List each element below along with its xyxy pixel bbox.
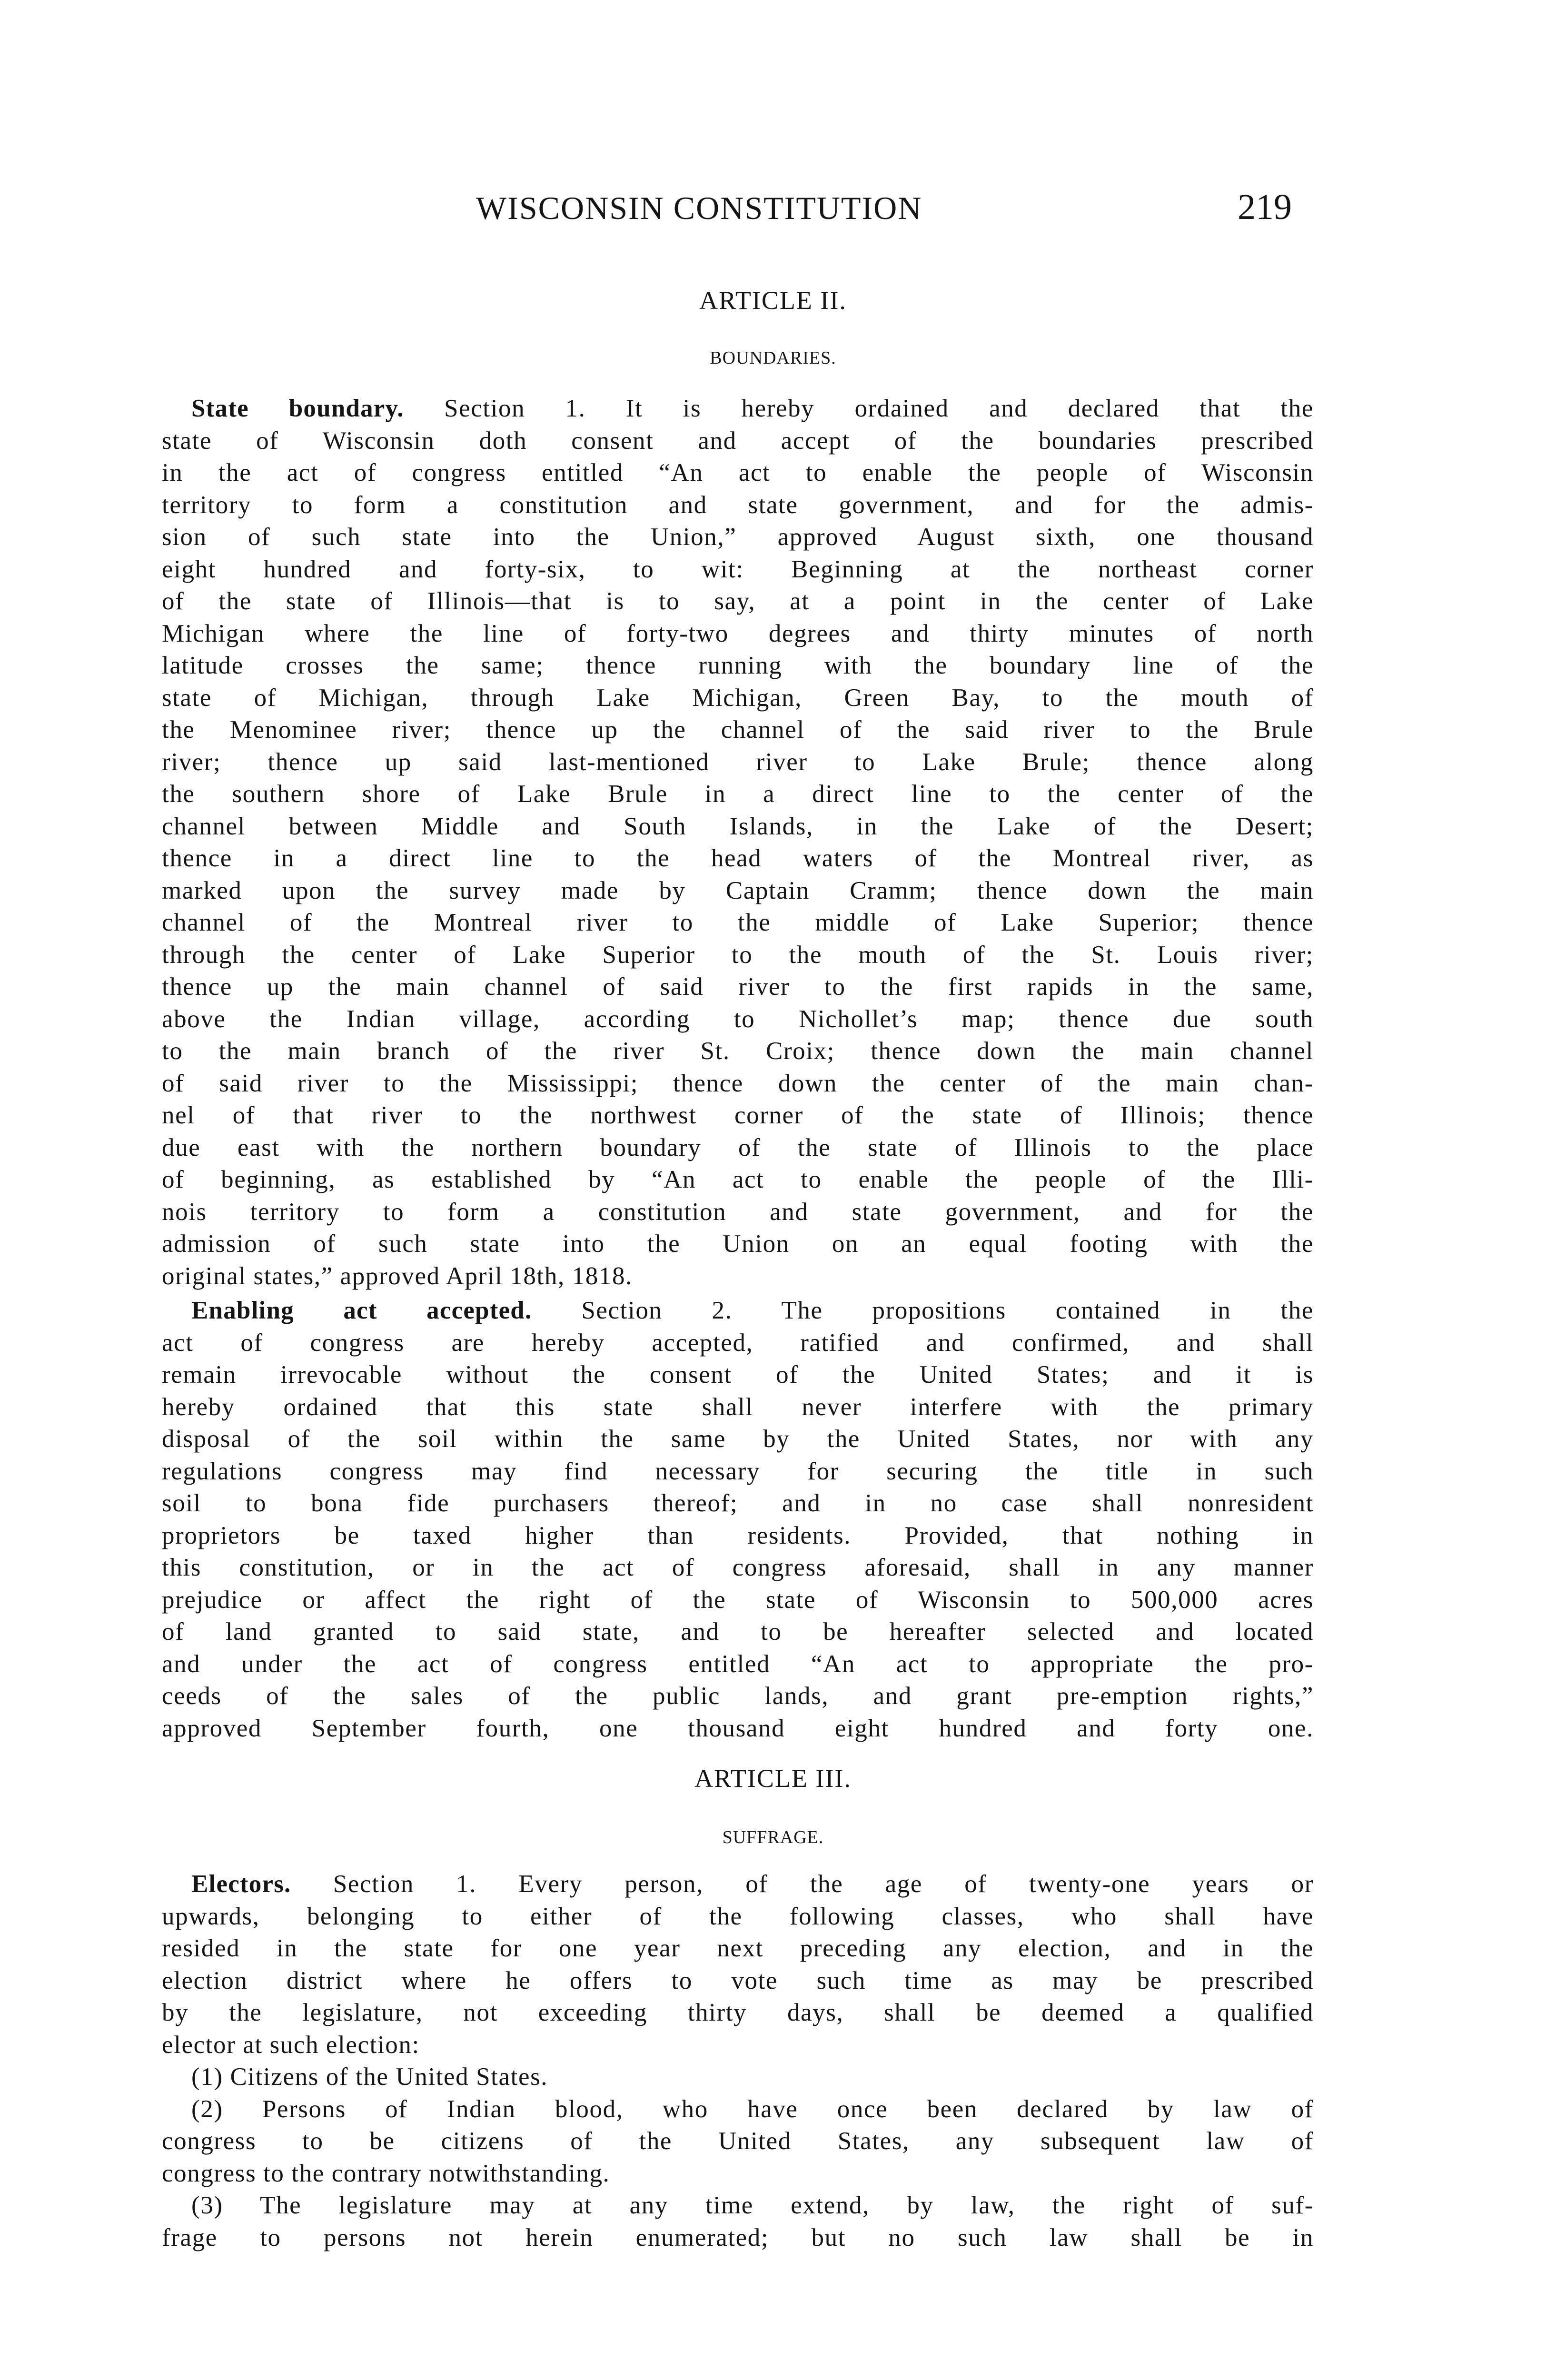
paragraph-line: channel of the Montreal river to the middle of Lake Superior; thence [162,909,1314,936]
paragraph-line: to the main branch of the river St. Croix; thence down the main channel [162,1037,1314,1065]
paragraph-line: approved September fourth, one thousand eight hundred and forty one. [162,1714,1314,1742]
paragraph-line: this constitution, or in the act of congress aforesaid, shall in any manner [162,1554,1314,1581]
paragraph-line: of land granted to said state, and to be hereafter selected and located [162,1618,1314,1646]
list-item: (1) Citizens of the United States. [191,2063,548,2091]
paragraph-line: eight hundred and forty-six, to wit: Beginning at the northeast corner [162,555,1314,583]
article-heading: ARTICLE II. [699,286,847,315]
paragraph-line: river; thence up said last-mentioned river to Lake Brule; thence along [162,748,1314,776]
paragraph-line: act of congress are hereby accepted, ratified and confirmed, and shall [162,1329,1314,1357]
list-item-line: congress to be citizens of the United States, any subsequent law of [162,2127,1314,2155]
paragraph-line: by the legislature, not exceeding thirty days, shall be deemed a qualified [162,1999,1314,2026]
paragraph-line: thence up the main channel of said river to the first rapids in the same, [162,973,1314,1001]
running-header-title: WISCONSIN CONSTITUTION [476,190,922,226]
paragraph-line: nois territory to form a constitution and state government, and for the [162,1198,1314,1226]
paragraph-line: upwards, belonging to either of the following classes, who shall have [162,1902,1314,1930]
paragraph-line: State boundary. Section 1. It is hereby ordained and declared that the [191,395,1314,422]
paragraph-line: through the center of Lake Superior to the mouth of the St. Louis river; [162,941,1314,969]
paragraph-line: the Menominee river; thence up the channel of the said river to the Brule [162,716,1314,744]
section-state-boundary [162,393,1314,1292]
paragraph-line: state of Michigan, through Lake Michigan, Green Bay, to the mouth of [162,684,1314,712]
paragraph-line: Electors. Section 1. Every person, of the age of twenty-one years or [191,1870,1314,1898]
article-subheading: SUFFRAGE. [722,1827,824,1847]
list-item: (3) The legislature may at any time extend, by law, the right of suf- [191,2192,1314,2219]
paragraph-line: above the Indian village, according to Nichollet’s map; thence due south [162,1005,1314,1033]
paragraph-line: admission of such state into the Union on an equal footing with the [162,1230,1314,1258]
paragraph-line: sion of such state into the Union,” approved August sixth, one thousand [162,523,1314,551]
paragraph-line: territory to form a constitution and state government, and for the admis- [162,491,1314,519]
paragraph-line: due east with the northern boundary of the state of Illinois to the place [162,1133,1314,1161]
paragraph-line: soil to bona fide purchasers thereof; and in no case shall nonresident [162,1489,1314,1517]
section-label: Electors. [191,1870,291,1898]
paragraph-line: hereby ordained that this state shall never interfere with the primary [162,1393,1314,1421]
article-heading: ARTICLE III. [694,1764,852,1793]
paragraph-line: of said river to the Mississippi; thence down the center of the main chan- [162,1069,1314,1097]
list-item-line: frage to persons not herein enumerated; but no such law shall be in [162,2223,1314,2251]
paragraph-line: state of Wisconsin doth consent and accept of the boundaries prescribed [162,426,1314,455]
page-number: 219 [1238,187,1292,227]
paragraph-line: Enabling act accepted. Section 2. The propositions contained in the [191,1297,1314,1324]
paragraph-line: regulations congress may find necessary for securing the title in such [162,1457,1314,1485]
paragraph-line: in the act of congress entitled “An act to enable the people of Wisconsin [162,459,1314,486]
paragraph-line: proprietors be taxed higher than residents. Provided, that nothing in [162,1521,1314,1549]
paragraph-line: original states,” approved April 18th, 1818. [162,1262,633,1290]
list-item-line: congress to the contrary notwithstanding. [162,2159,610,2187]
paragraph-line: Michigan where the line of forty-two degrees and thirty minutes of north [162,619,1314,647]
paragraph-line: resided in the state for one year next preceding any election, and in the [162,1934,1314,1962]
paragraph-line: latitude crosses the same; thence running with the boundary line of the [162,652,1314,679]
list-item: (2) Persons of Indian blood, who have once been declared by law of [191,2095,1314,2123]
paragraph-line: and under the act of congress entitled “An act to appropriate the pro- [162,1650,1314,1678]
paragraph-line: of the state of Illinois—that is to say, at a point in the center of Lake [162,587,1314,615]
paragraph-line: elector at such election: [162,2031,420,2059]
section-electors [162,1868,1314,2254]
article-subheading: BOUNDARIES. [710,348,836,368]
paragraph-line: thence in a direct line to the head waters of the Montreal river, as [162,844,1314,872]
paragraph-line: remain irrevocable without the consent of the United States; and it is [162,1361,1314,1388]
section-enabling-act-accepted [162,1295,1314,1745]
paragraph-line: election district where he offers to vote such time as may be prescribed [162,1966,1314,1994]
section-label: Enabling act accepted. [191,1297,532,1324]
paragraph-line: disposal of the soil within the same by the United States, nor with any [162,1425,1314,1453]
paragraph-line: the southern shore of Lake Brule in a direct line to the center of the [162,780,1314,808]
paragraph-line: nel of that river to the northwest corner of the state of Illinois; thence [162,1101,1314,1129]
paragraph-line: channel between Middle and South Islands, in the Lake of the Desert; [162,812,1314,840]
paragraph-line: of beginning, as established by “An act to enable the people of the Illi- [162,1166,1314,1193]
paragraph-line: ceeds of the sales of the public lands, and grant pre-emption rights,” [162,1682,1314,1710]
section-label: State boundary. [191,395,404,422]
paragraph-line: prejudice or affect the right of the state of Wisconsin to 500,000 acres [162,1586,1314,1614]
paragraph-line: marked upon the survey made by Captain Cramm; thence down the main [162,876,1314,904]
